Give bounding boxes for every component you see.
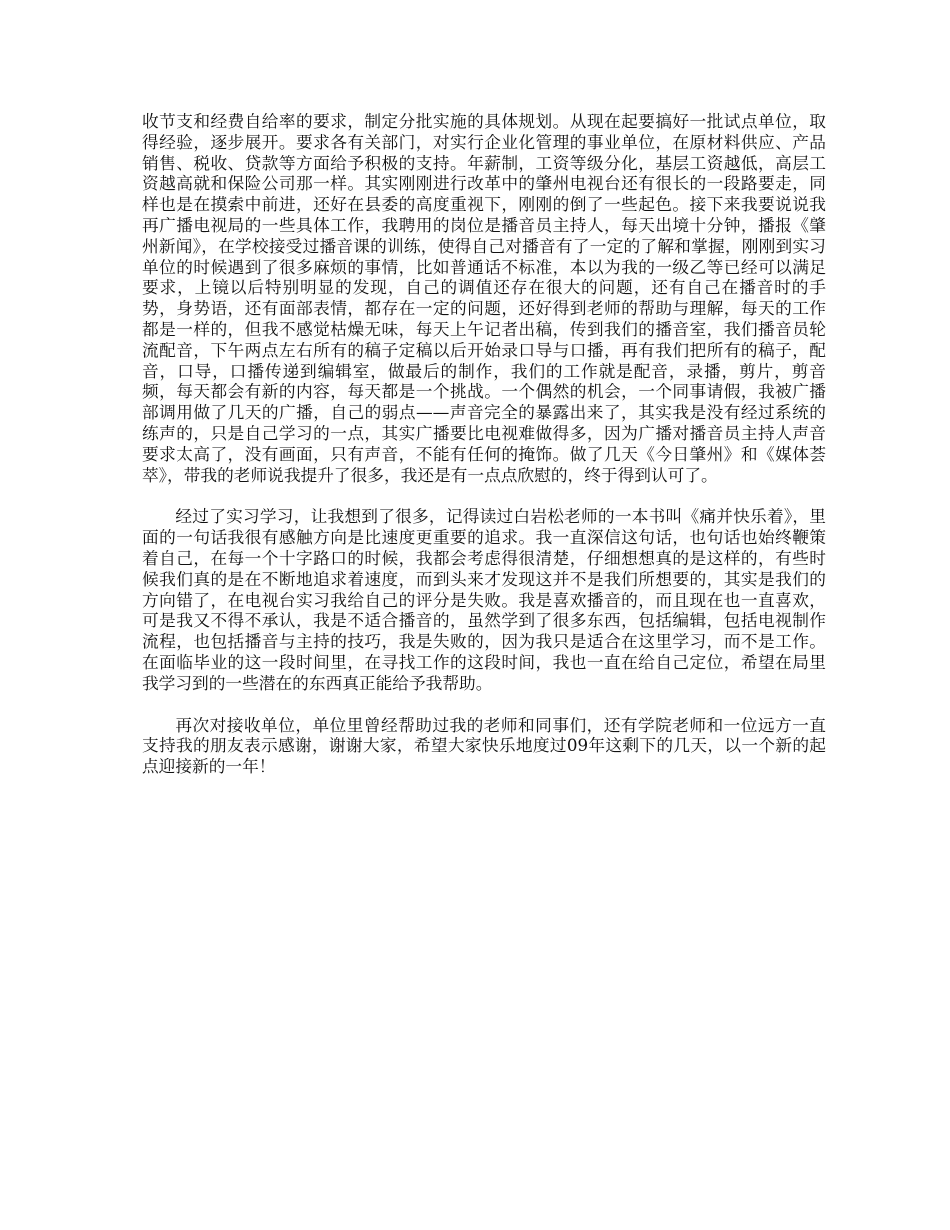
document-page (142, 111, 826, 777)
body-paragraph-3: 再次对接收单位，单位里曾经帮助过我的老师和同事们，还有学院老师和一位远方一直支持我的朋友表示感谢，谢谢大家，希望大家快乐地度过09年这剩下的几天，以一个新的起点迎接新的一年！ (142, 714, 826, 777)
body-paragraph-1: 收节支和经费自给率的要求，制定分批实施的具体规划。从现在起要搞好一批试点单位，取得经验，逐步展开。要求各有关部门，对实行企业化管理的事业单位，在原材料供应、产品销售、税收、贷款等方面给予积极的支持。年薪制，工资等级分化，基层工资越低，高层工资越高就和保险公司那一样。其实刚刚进行改革中的肇州电视台还有很长的一段路要走，同样也是在摸索中前进，还好在县委的高度重视下，刚刚的倒了一些起色。接下来我要说说我再广播电视局的一些具体工作，我聘用的岗位是播音员主持人，每天出境十分钟，播报《肇州新闻》，在学校接受过播音课的训练，使得自己对播音有了一定的了解和掌握，刚刚到实习单位的时候遇到了很多麻烦的事情，比如普通话不标准，本以为我的一级乙等已经可以满足要求，上镜以后特别明显的发现，自己的调值还存在很大的问题，还有自己在播音时的手势，身势语，还有面部表情，都存在一定的问题，还好得到老师的帮助与理解，每天的工作都是一样的，但我不感觉枯燥无味，每天上午记者出稿，传到我们的播音室，我们播音员轮流配音，下午两点左右所有的稿子定稿以后开始录口导与口播，再有我们把所有的稿子，配音，口导，口播传递到编辑室，做最后的制作，我们的工作就是配音，录播，剪片，剪音频，每天都会有新的内容，每天都是一个挑战。一个偶然的机会，一个同事请假，我被广播部调用做了几天的广播，自己的弱点——声音完全的暴露出来了，其实我是没有经过系统的练声的，只是自己学习的一点，其实广播要比电视难做得多，因为广播对播音员主持人声音要求太高了，没有画面，只有声音，不能有任何的掩饰。做了几天《今日肇州》和《媒体荟萃》，带我的老师说我提升了很多，我还是有一点点欣慰的，终于得到认可了。 (142, 111, 826, 485)
body-paragraph-2: 经过了实习学习，让我想到了很多，记得读过白岩松老师的一本书叫《痛并快乐着》，里面的一句话我很有感触方向是比速度更重要的追求。我一直深信这句话，也句话也始终鞭策着自己，在每一个十字路口的时候，我都会考虑得很清楚，仔细想想真的是这样的，有些时候我们真的是在不断地追求着速度，而到头来才发现这并不是我们所想要的，其实是我们的方向错了，在电视台实习我给自己的评分是失败。我是喜欢播音的，而且现在也一直喜欢，可是我又不得不承认，我是不适合播音的，虽然学到了很多东西，包括编辑，包括电视制作流程，也包括播音与主持的技巧，我是失败的，因为我只是适合在这里学习，而不是工作。在面临毕业的这一段时间里，在寻找工作的这段时间，我也一直在给自己定位，希望在局里我学习到的一些潜在的东西真正能给予我帮助。 (142, 506, 826, 693)
